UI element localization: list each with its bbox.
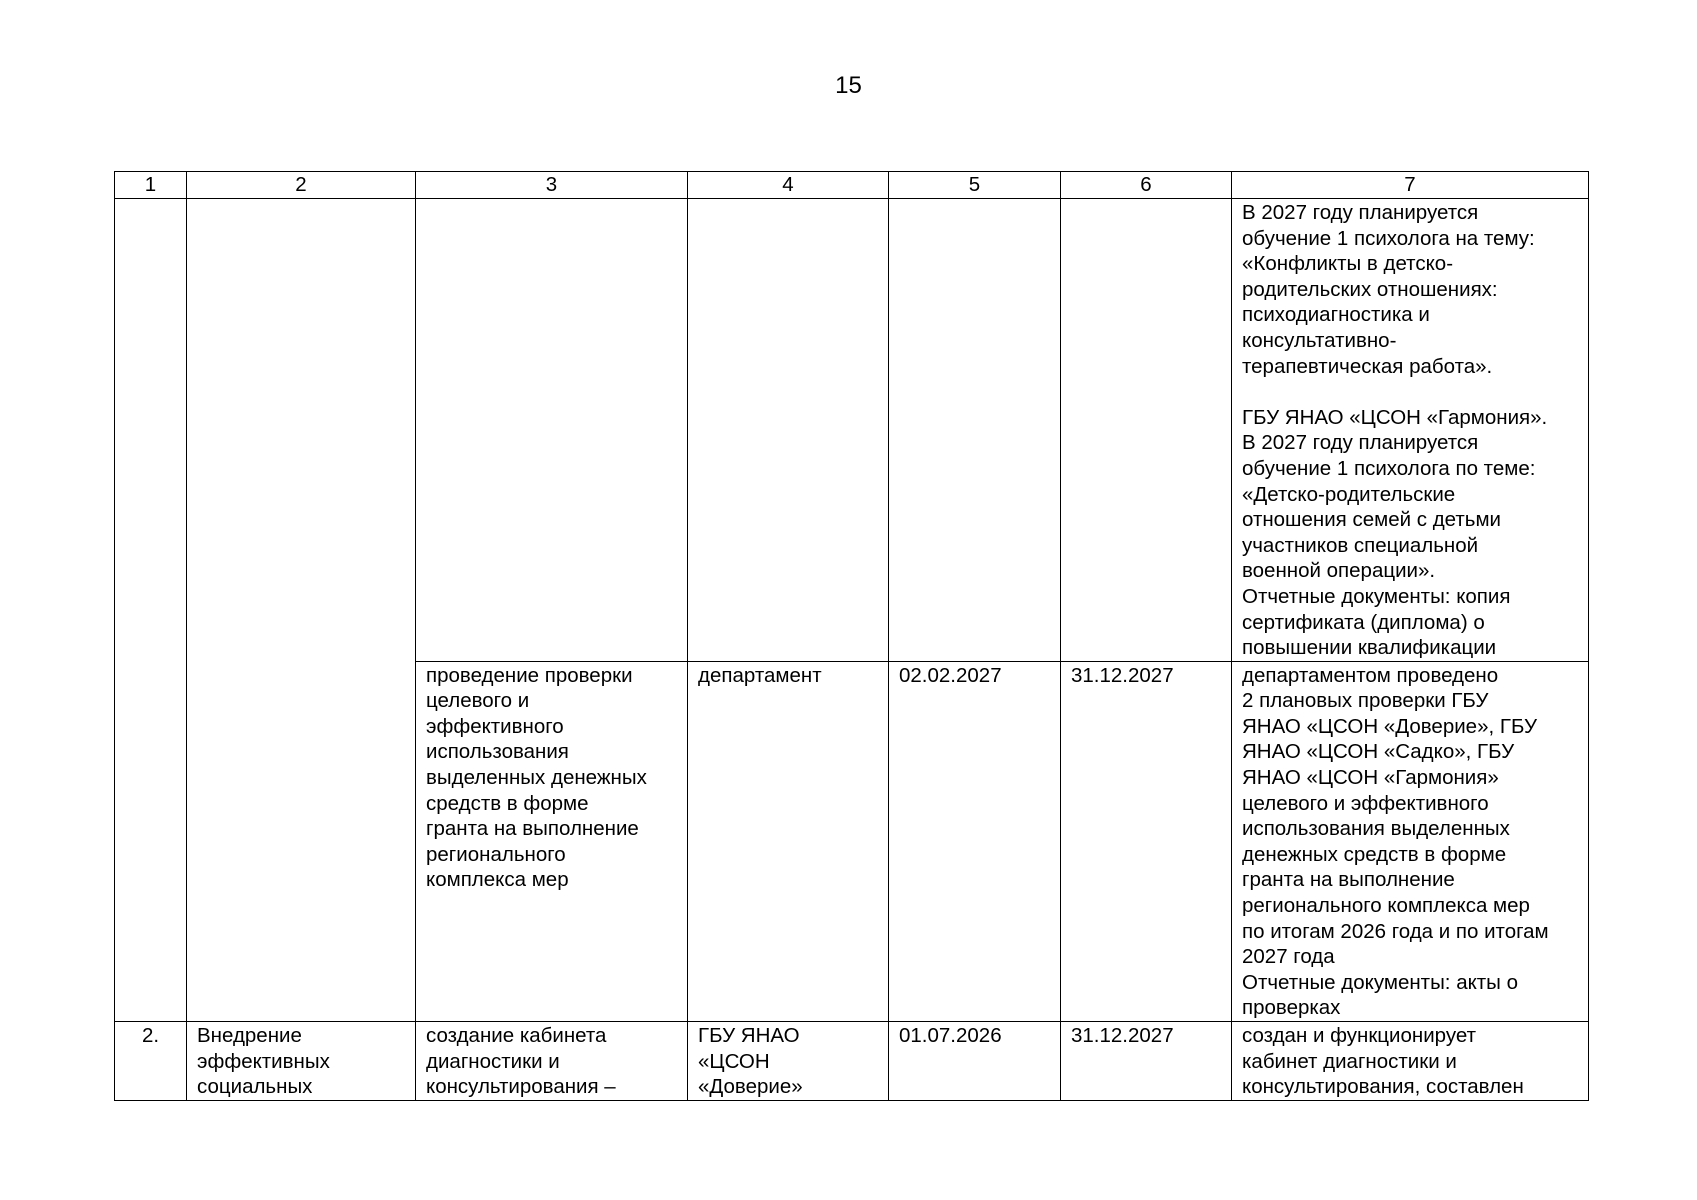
row3-cell-executor: ГБУ ЯНАО «ЦСОН «Доверие»	[688, 1022, 889, 1101]
page-number: 15	[835, 72, 862, 99]
paragraph-gap	[1242, 379, 1578, 405]
header-cell-5: 5	[889, 172, 1061, 199]
row2-cell-measure: проведение проверки целевого и эффективного использования выделенных денежных средств в форме гранта на выполнение регионального комплекса мер	[416, 661, 688, 1021]
row2-cell-end-date: 31.12.2027	[1061, 661, 1232, 1021]
row3-cell-start-date: 01.07.2026	[889, 1022, 1061, 1101]
row3-cell-number: 2.	[115, 1022, 187, 1101]
result-text-training-part2: ГБУ ЯНАО «ЦСОН «Гармония». В 2027 году планируется обучение 1 психолога по теме: «Детско-родительские отношения семей с детьми участников специальной военной операции». Отчетные документы: копия сертификата (диплома) о повышении квалификации	[1242, 405, 1548, 660]
result-text-training-part1: В 2027 году планируется обучение 1 психолога на тему: «Конфликты в детско- родительских отношениях: психодиагностика и консультативно- терапевтическая работа».	[1242, 201, 1535, 378]
header-cell-7: 7	[1232, 172, 1589, 199]
table-header-row	[115, 172, 1589, 199]
row1-cell-number	[115, 199, 187, 1022]
row1-cell-end-date	[1061, 199, 1232, 662]
table-row	[115, 199, 1589, 662]
measures-table	[114, 171, 1589, 1101]
header-cell-2: 2	[187, 172, 416, 199]
row1-cell-executor	[688, 199, 889, 662]
row3-cell-task: Внедрение эффективных социальных	[187, 1022, 416, 1101]
row3-cell-result: создан и функционирует кабинет диагностики и консультирования, составлен	[1232, 1022, 1589, 1101]
table-row	[115, 1022, 1589, 1101]
header-cell-3: 3	[416, 172, 688, 199]
row2-cell-start-date: 02.02.2027	[889, 661, 1061, 1021]
header-cell-1: 1	[115, 172, 187, 199]
row1-cell-measure	[416, 199, 688, 662]
header-cell-6: 6	[1061, 172, 1232, 199]
row2-cell-result: департаментом проведено 2 плановых проверки ГБУ ЯНАО «ЦСОН «Доверие», ГБУ ЯНАО «ЦСОН «Садко», ГБУ ЯНАО «ЦСОН «Гармония» целевого и эффективного использования выделенных денежных средств в форме гранта на выполнение регионального комплекса мер по итогам 2026 года и по итогам 2027 года Отчетные документы: акты о проверках	[1232, 661, 1589, 1021]
row3-cell-end-date: 31.12.2027	[1061, 1022, 1232, 1101]
row1-cell-start-date	[889, 199, 1061, 662]
row2-cell-executor: департамент	[688, 661, 889, 1021]
header-cell-4: 4	[688, 172, 889, 199]
row1-cell-task	[187, 199, 416, 1022]
row3-cell-measure: создание кабинета диагностики и консультирования –	[416, 1022, 688, 1101]
row1-cell-result	[1232, 199, 1589, 662]
